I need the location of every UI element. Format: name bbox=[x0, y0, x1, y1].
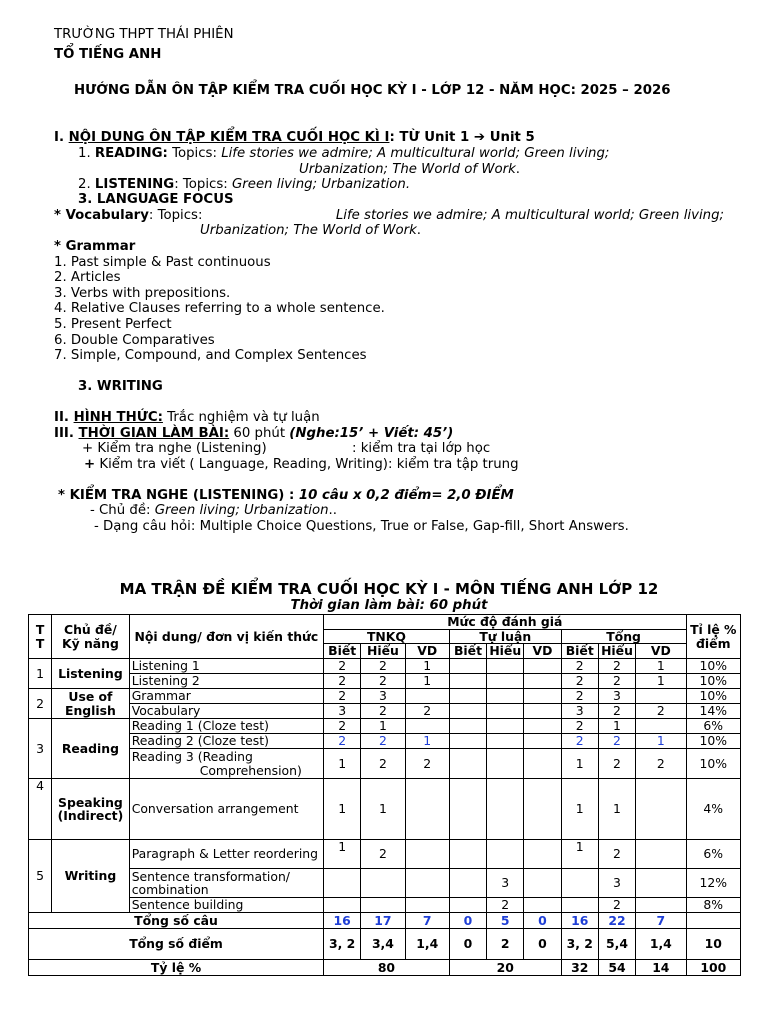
cell-ratio: 10% bbox=[686, 734, 740, 749]
cell-tong-biet: 1 bbox=[561, 840, 598, 869]
cell-tong-hieu: 3 bbox=[598, 869, 635, 898]
cell-tong-hieu: 2 bbox=[598, 840, 635, 869]
table-row bbox=[29, 659, 741, 674]
cell-tong-biet: 2 bbox=[561, 674, 598, 689]
cell-ratio: 10% bbox=[686, 689, 740, 704]
cell-tnkq-vd: 1 bbox=[405, 674, 449, 689]
total-tong-vd: 1,4 bbox=[636, 929, 686, 960]
ratio-tong-vd: 14 bbox=[636, 960, 686, 976]
cell-tnkq-vd bbox=[405, 898, 449, 913]
cell-tnkq-vd bbox=[405, 689, 449, 704]
row-number: 3 bbox=[29, 719, 52, 779]
row-number: 2 bbox=[29, 689, 52, 719]
cell-tong-biet: 1 bbox=[561, 779, 598, 840]
total-tong-hieu: 5,4 bbox=[598, 929, 635, 960]
grammar-item: 7. Simple, Compound, and Complex Sentences bbox=[54, 348, 367, 363]
ratio-label: Tỷ lệ % bbox=[29, 960, 324, 976]
cell-tl-hieu bbox=[487, 840, 524, 869]
grammar-item: 1. Past simple & Past continuous bbox=[54, 255, 271, 270]
total-tnkq-biet: 16 bbox=[324, 913, 361, 929]
cell-tl-vd bbox=[524, 689, 561, 704]
cell-tnkq-biet: 2 bbox=[324, 659, 361, 674]
cell-tnkq-hieu bbox=[361, 898, 405, 913]
section-2-line: II. HÌNH THỨC: Trắc nghiệm và tự luận bbox=[54, 410, 320, 425]
cell-tong-biet: 2 bbox=[561, 659, 598, 674]
row-topic: Reading bbox=[52, 719, 130, 779]
cell-tong-hieu: 2 bbox=[598, 734, 635, 749]
row-number: 5 bbox=[29, 840, 52, 913]
cell-tnkq-biet: 2 bbox=[324, 734, 361, 749]
ratio-tu-luan: 20 bbox=[449, 960, 561, 976]
cell-tl-hieu: 2 bbox=[487, 898, 524, 913]
row-content: Listening 2 bbox=[129, 674, 323, 689]
cell-tnkq-vd bbox=[405, 779, 449, 840]
cell-tl-hieu: 3 bbox=[487, 869, 524, 898]
cell-tnkq-biet: 3 bbox=[324, 704, 361, 719]
row-topic: Writing bbox=[52, 840, 130, 913]
header-hieu: Hiểu bbox=[361, 644, 405, 659]
ratio-tnkq: 80 bbox=[324, 960, 450, 976]
ratio-tong-hieu: 54 bbox=[598, 960, 635, 976]
cell-tong-biet: 2 bbox=[561, 719, 598, 734]
grammar-item: 4. Relative Clauses referring to a whole sentence. bbox=[54, 301, 385, 316]
header-biet: Biết bbox=[449, 644, 486, 659]
table-row bbox=[29, 689, 741, 704]
cell-tong-hieu: 2 bbox=[598, 659, 635, 674]
vocabulary-topics-cont: Urbanization; The World of Work. bbox=[200, 223, 422, 238]
cell-tong-vd: 1 bbox=[636, 734, 686, 749]
ratio-row bbox=[29, 960, 741, 976]
cell-tnkq-hieu bbox=[361, 869, 405, 898]
cell-tl-vd bbox=[524, 674, 561, 689]
table-row bbox=[29, 840, 741, 869]
cell-tnkq-hieu: 1 bbox=[361, 779, 405, 840]
header-hieu: Hiểu bbox=[487, 644, 524, 659]
header-content: Nội dung/ đơn vị kiến thức bbox=[129, 615, 323, 659]
cell-tl-vd bbox=[524, 704, 561, 719]
row-content: Listening 1 bbox=[129, 659, 323, 674]
cell-ratio: 8% bbox=[686, 898, 740, 913]
cell-tl-biet bbox=[449, 749, 486, 779]
total-tnkq-hieu: 3,4 bbox=[361, 929, 405, 960]
ratio-total: 100 bbox=[686, 960, 740, 976]
cell-ratio: 6% bbox=[686, 719, 740, 734]
grammar-item: 6. Double Comparatives bbox=[54, 333, 215, 348]
cell-tnkq-biet: 1 bbox=[324, 840, 361, 869]
total-ratio: 10 bbox=[686, 929, 740, 960]
cell-tl-biet bbox=[449, 659, 486, 674]
cell-tnkq-biet bbox=[324, 869, 361, 898]
header-level: Mức độ đánh giá bbox=[324, 615, 687, 630]
total-tnkq-vd: 1,4 bbox=[405, 929, 449, 960]
cell-tnkq-vd: 1 bbox=[405, 659, 449, 674]
total-tong-biet: 16 bbox=[561, 913, 598, 929]
cell-tl-biet bbox=[449, 779, 486, 840]
header-tu-luan: Tự luận bbox=[449, 629, 561, 644]
cell-tl-vd bbox=[524, 719, 561, 734]
cell-tnkq-hieu: 2 bbox=[361, 674, 405, 689]
writing-heading: 3. WRITING bbox=[78, 379, 163, 394]
cell-tnkq-vd: 1 bbox=[405, 734, 449, 749]
cell-tl-hieu bbox=[487, 719, 524, 734]
header-vd: VD bbox=[524, 644, 561, 659]
cell-tong-hieu: 2 bbox=[598, 704, 635, 719]
table-row bbox=[29, 704, 741, 719]
vocabulary-line: * Vocabulary: Topics: Life stories we admire; A multicultural world; Green living; bbox=[54, 208, 724, 223]
cell-ratio: 10% bbox=[686, 659, 740, 674]
cell-tl-biet bbox=[449, 734, 486, 749]
cell-tl-biet bbox=[449, 689, 486, 704]
school-name: TRƯỜNG THPT THÁI PHIÊN bbox=[54, 27, 234, 42]
cell-tnkq-vd bbox=[405, 840, 449, 869]
listening-line: 2. LISTENING: Topics: Green living; Urbanization. bbox=[78, 177, 411, 192]
cell-tong-biet: 1 bbox=[561, 749, 598, 779]
cell-tl-biet bbox=[449, 869, 486, 898]
cell-ratio: 6% bbox=[686, 840, 740, 869]
header-tnkq: TNKQ bbox=[324, 629, 450, 644]
table-row bbox=[29, 674, 741, 689]
header-vd: VD bbox=[636, 644, 686, 659]
row-content: Paragraph & Letter reordering bbox=[129, 840, 323, 869]
cell-tnkq-biet: 1 bbox=[324, 779, 361, 840]
cell-tong-vd: 2 bbox=[636, 704, 686, 719]
cell-tong-hieu: 3 bbox=[598, 689, 635, 704]
listening-test-topic: - Chủ đề: Green living; Urbanization.. bbox=[90, 503, 338, 518]
section-3-line: III. THỜI GIAN LÀM BÀI: 60 phút (Nghe:15’ + Viết: 45’) bbox=[54, 426, 454, 441]
total-points-label: Tổng số điểm bbox=[29, 929, 324, 960]
total-questions-label: Tổng số câu bbox=[29, 913, 324, 929]
total-points-row bbox=[29, 929, 741, 960]
total-tl-vd: 0 bbox=[524, 929, 561, 960]
section-1-heading: I. NỘI DUNG ÔN TẬP KIỂM TRA CUỐI HỌC KÌ I: TỪ Unit 1 ➔ Unit 5 bbox=[54, 130, 535, 145]
total-tong-hieu: 22 bbox=[598, 913, 635, 929]
cell-tong-vd bbox=[636, 898, 686, 913]
cell-tl-hieu bbox=[487, 659, 524, 674]
cell-tl-vd bbox=[524, 659, 561, 674]
cell-tong-biet: 2 bbox=[561, 689, 598, 704]
listening-test-types: - Dạng câu hỏi: Multiple Choice Questions, True or False, Gap-fill, Short Answers. bbox=[94, 519, 629, 534]
cell-tl-hieu bbox=[487, 674, 524, 689]
grammar-item: 3. Verbs with prepositions. bbox=[54, 286, 231, 301]
row-topic: Use of English bbox=[52, 689, 130, 719]
table-row bbox=[29, 719, 741, 734]
cell-tl-hieu bbox=[487, 689, 524, 704]
ratio-tong-biet: 32 bbox=[561, 960, 598, 976]
cell-ratio: 10% bbox=[686, 674, 740, 689]
cell-tong-vd bbox=[636, 719, 686, 734]
cell-tong-vd bbox=[636, 840, 686, 869]
table-row bbox=[29, 749, 741, 779]
total-tl-biet: 0 bbox=[449, 913, 486, 929]
cell-tong-vd: 2 bbox=[636, 749, 686, 779]
cell-tl-vd bbox=[524, 749, 561, 779]
cell-tnkq-hieu: 2 bbox=[361, 734, 405, 749]
assessment-matrix-table bbox=[28, 614, 741, 976]
cell-tnkq-biet: 2 bbox=[324, 719, 361, 734]
cell-tong-hieu: 1 bbox=[598, 719, 635, 734]
cell-tong-hieu: 2 bbox=[598, 898, 635, 913]
listening-test-location-value: : kiểm tra tại lớp học bbox=[352, 441, 491, 456]
table-row bbox=[29, 869, 741, 898]
page-title: HƯỚNG DẪN ÔN TẬP KIỂM TRA CUỐI HỌC KỲ I - LỚP 12 - NĂM HỌC: 2025 – 2026 bbox=[74, 83, 671, 98]
total-tl-biet: 0 bbox=[449, 929, 486, 960]
cell-tl-vd bbox=[524, 840, 561, 869]
grammar-heading: * Grammar bbox=[54, 239, 136, 254]
cell-tnkq-biet: 1 bbox=[324, 749, 361, 779]
grammar-item: 2. Articles bbox=[54, 270, 121, 285]
row-content: Reading 3 (Reading Comprehension) bbox=[129, 749, 323, 779]
cell-tong-biet bbox=[561, 898, 598, 913]
header-ratio: Tỉ lệ % điểm bbox=[686, 615, 740, 659]
total-tnkq-vd: 7 bbox=[405, 913, 449, 929]
total-questions-row bbox=[29, 913, 741, 929]
total-tong-vd: 7 bbox=[636, 913, 686, 929]
language-focus-heading: 3. LANGUAGE FOCUS bbox=[78, 192, 234, 207]
cell-tnkq-vd bbox=[405, 869, 449, 898]
total-tnkq-hieu: 17 bbox=[361, 913, 405, 929]
cell-tnkq-biet: 2 bbox=[324, 674, 361, 689]
cell-tl-vd bbox=[524, 779, 561, 840]
total-tl-vd: 0 bbox=[524, 913, 561, 929]
row-content: Sentence transformation/ combination bbox=[129, 869, 323, 898]
cell-tnkq-biet: 2 bbox=[324, 689, 361, 704]
cell-tnkq-vd: 2 bbox=[405, 749, 449, 779]
cell-tnkq-hieu: 1 bbox=[361, 719, 405, 734]
grammar-item: 5. Present Perfect bbox=[54, 317, 172, 332]
cell-tong-biet bbox=[561, 869, 598, 898]
header-biet: Biết bbox=[324, 644, 361, 659]
header-biet: Biết bbox=[561, 644, 598, 659]
cell-tl-biet bbox=[449, 674, 486, 689]
cell-tl-hieu bbox=[487, 749, 524, 779]
cell-tl-vd bbox=[524, 869, 561, 898]
cell-tong-hieu: 2 bbox=[598, 749, 635, 779]
cell-ratio: 12% bbox=[686, 869, 740, 898]
cell-tl-hieu bbox=[487, 779, 524, 840]
cell-tong-vd: 1 bbox=[636, 674, 686, 689]
row-content: Reading 2 (Cloze test) bbox=[129, 734, 323, 749]
row-content: Conversation arrangement bbox=[129, 779, 323, 840]
row-number: 4 bbox=[29, 779, 52, 840]
cell-tnkq-hieu: 2 bbox=[361, 704, 405, 719]
cell-tnkq-hieu: 3 bbox=[361, 689, 405, 704]
writing-test-location: + Kiểm tra viết ( Language, Reading, Writing): kiểm tra tập trung bbox=[84, 457, 519, 472]
row-content: Grammar bbox=[129, 689, 323, 704]
row-number: 1 bbox=[29, 659, 52, 689]
cell-tl-biet bbox=[449, 898, 486, 913]
table-row bbox=[29, 779, 741, 840]
total-tnkq-biet: 3, 2 bbox=[324, 929, 361, 960]
cell-ratio: 10% bbox=[686, 749, 740, 779]
cell-tong-vd bbox=[636, 869, 686, 898]
cell-tnkq-vd: 2 bbox=[405, 704, 449, 719]
row-content: Reading 1 (Cloze test) bbox=[129, 719, 323, 734]
cell-tong-hieu: 2 bbox=[598, 674, 635, 689]
header-tt: T T bbox=[29, 615, 52, 659]
cell-tong-vd bbox=[636, 689, 686, 704]
header-hieu: Hiểu bbox=[598, 644, 635, 659]
table-row bbox=[29, 734, 741, 749]
cell-tnkq-hieu: 2 bbox=[361, 749, 405, 779]
cell-tong-hieu: 1 bbox=[598, 779, 635, 840]
cell-ratio: 14% bbox=[686, 704, 740, 719]
cell-tong-biet: 3 bbox=[561, 704, 598, 719]
cell-tl-biet bbox=[449, 704, 486, 719]
cell-tl-biet bbox=[449, 719, 486, 734]
right-arrow-icon: ➔ bbox=[473, 130, 486, 145]
reading-topics-cont: Urbanization; The World of Work. bbox=[299, 162, 521, 177]
cell-tnkq-biet bbox=[324, 898, 361, 913]
total-tl-hieu: 5 bbox=[487, 913, 524, 929]
cell-tnkq-hieu: 2 bbox=[361, 659, 405, 674]
total-tong-biet: 3, 2 bbox=[561, 929, 598, 960]
cell-tl-vd bbox=[524, 898, 561, 913]
cell-tl-biet bbox=[449, 840, 486, 869]
cell-tl-hieu bbox=[487, 734, 524, 749]
table-row bbox=[29, 898, 741, 913]
cell-tl-vd bbox=[524, 734, 561, 749]
cell-tong-vd: 1 bbox=[636, 659, 686, 674]
row-content: Sentence building bbox=[129, 898, 323, 913]
row-topic: Listening bbox=[52, 659, 130, 689]
matrix-title: MA TRẬN ĐỀ KIỂM TRA CUỐI HỌC KỲ I - MÔN TIẾNG ANH LỚP 12 bbox=[119, 580, 659, 598]
listening-test-heading: * KIỂM TRA NGHE (LISTENING) : 10 câu x 0,2 điểm= 2,0 ĐIỂM bbox=[58, 488, 514, 503]
header-topic: Chủ đề/ Kỹ năng bbox=[52, 615, 130, 659]
total-tl-hieu: 2 bbox=[487, 929, 524, 960]
header-tong: Tổng bbox=[561, 629, 686, 644]
department-name: TỔ TIẾNG ANH bbox=[54, 47, 162, 62]
row-topic: Speaking (Indirect) bbox=[52, 779, 130, 840]
header-vd: VD bbox=[405, 644, 449, 659]
cell-tong-biet: 2 bbox=[561, 734, 598, 749]
matrix-subtitle: Thời gian làm bài: 60 phút bbox=[290, 598, 488, 613]
reading-line: 1. READING: Topics: Life stories we admire; A multicultural world; Green living; bbox=[78, 146, 610, 161]
row-content: Vocabulary bbox=[129, 704, 323, 719]
total-ratio bbox=[686, 913, 740, 929]
cell-tnkq-vd bbox=[405, 719, 449, 734]
cell-tong-vd bbox=[636, 779, 686, 840]
cell-ratio: 4% bbox=[686, 779, 740, 840]
listening-test-location: + Kiểm tra nghe (Listening) bbox=[82, 441, 267, 456]
cell-tl-hieu bbox=[487, 704, 524, 719]
cell-tnkq-hieu: 2 bbox=[361, 840, 405, 869]
